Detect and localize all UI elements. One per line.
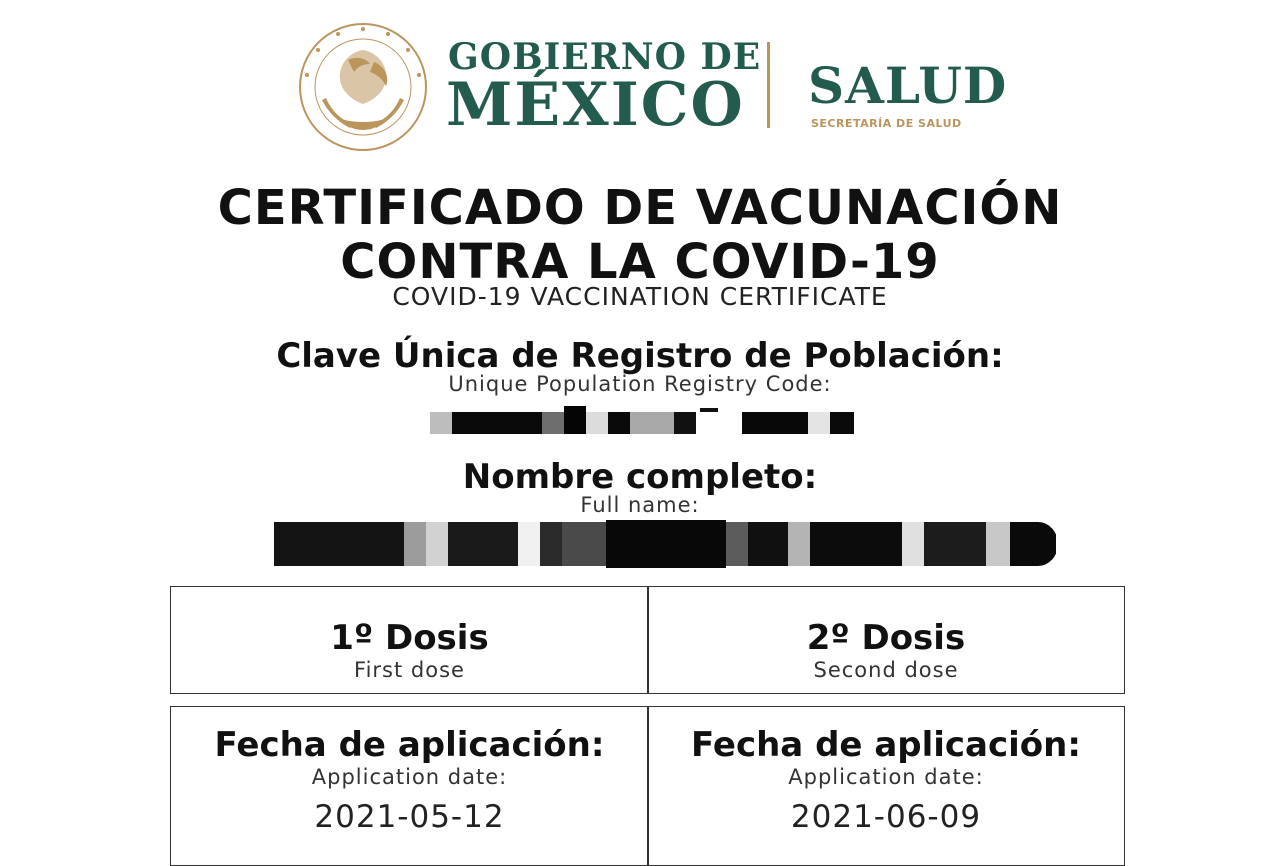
first-dose-date-label: Fecha de aplicación: <box>214 725 605 765</box>
certificate-subtitle: COVID-19 VACCINATION CERTIFICATE <box>392 282 888 311</box>
first-dose-date-cell <box>170 706 649 866</box>
full-name-label: Nombre completo: <box>462 457 818 497</box>
full-name-label-english: Full name: <box>580 493 700 517</box>
first-dose-label: 1º Dosis <box>330 618 489 658</box>
curp-redacted-value <box>430 406 856 436</box>
header-divider <box>767 42 770 128</box>
certificate-title-line1: CERTIFICADO DE VACUNACIÓN <box>217 180 1063 236</box>
curp-label-english: Unique Population Registry Code: <box>448 372 832 396</box>
second-dose-date-value: 2021-06-09 <box>790 799 982 835</box>
full-name-redacted-value <box>274 520 1056 568</box>
second-dose-label: 2º Dosis <box>806 618 966 658</box>
curp-label: Clave Única de Registro de Población: <box>276 336 1004 376</box>
first-dose-date-label-english: Application date: <box>311 765 508 789</box>
header <box>0 0 1280 160</box>
second-dose-date-label-english: Application date: <box>788 765 984 789</box>
national-seal-icon <box>296 20 430 154</box>
government-name-line1: GOBIERNO DE <box>448 36 762 78</box>
second-dose-date-cell <box>647 706 1125 866</box>
second-dose-label-english: Second dose <box>813 658 959 682</box>
certificate-title-line2: CONTRA LA COVID-19 <box>340 234 940 290</box>
second-dose-header <box>647 586 1125 694</box>
second-dose-date-label: Fecha de aplicación: <box>691 725 1081 765</box>
government-name-line2: MÉXICO <box>446 70 745 140</box>
first-dose-date-value: 2021-05-12 <box>314 799 505 835</box>
first-dose-label-english: First dose <box>354 658 465 682</box>
agency-name: SALUD <box>808 56 1008 115</box>
first-dose-header <box>170 586 649 694</box>
agency-subtitle: SECRETARÍA DE SALUD <box>811 117 962 130</box>
